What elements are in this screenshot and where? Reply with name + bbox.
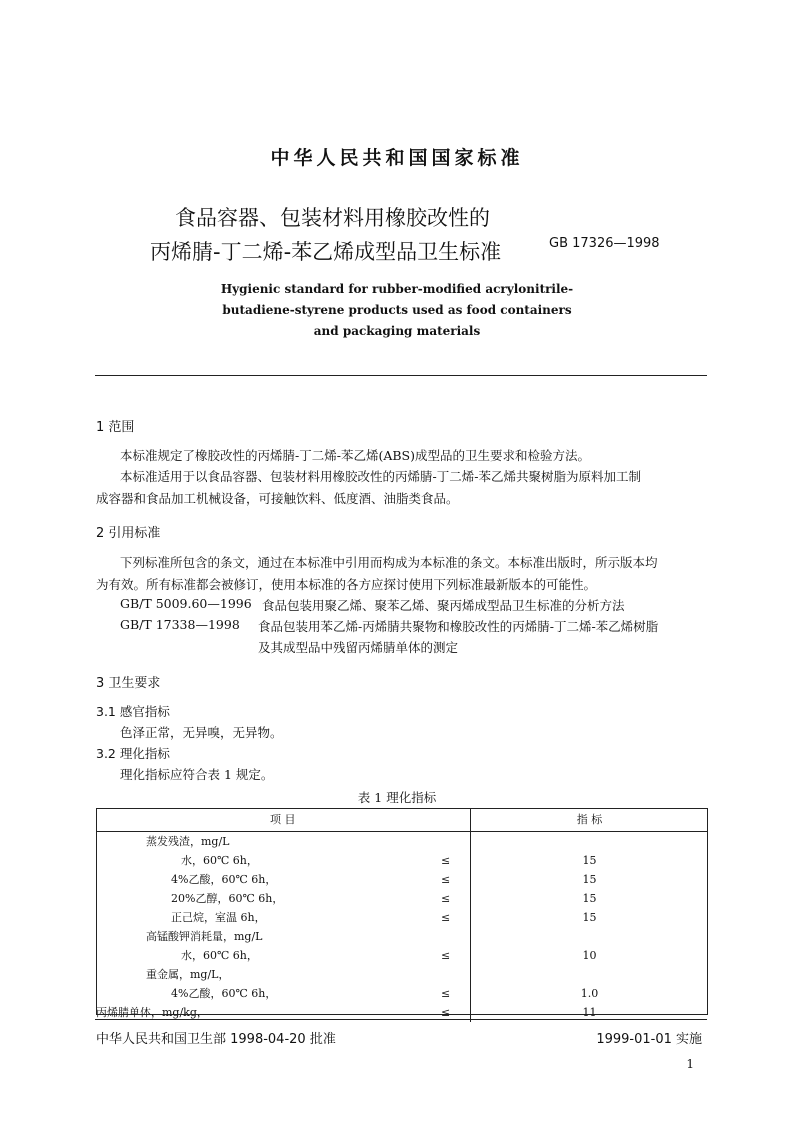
table-cell-value xyxy=(471,832,708,852)
table-cell-item xyxy=(96,832,470,852)
table-cell-value: 15 xyxy=(582,892,597,905)
item-label: 20%乙醇，60℃ 6h， xyxy=(171,892,284,905)
table-cell-item xyxy=(96,965,470,984)
title-line-1: 食品容器、包装材料用橡胶改性的 xyxy=(175,206,490,230)
table-cell-value: 11 xyxy=(582,1006,597,1019)
table-cell-item xyxy=(96,984,470,1003)
item-label: 重金属，mg/L， xyxy=(146,968,230,981)
comparison-symbol: ≤ xyxy=(441,911,451,924)
comparison-symbol: ≤ xyxy=(441,949,451,962)
section-1-para-1: 本标准规定了橡胶改性的丙烯腈-丁二烯-苯乙烯(ABS)成型品的卫生要求和检验方法。 xyxy=(120,448,590,463)
table-header-value: 指 标 xyxy=(471,808,708,832)
comparison-symbol: ≤ xyxy=(441,1006,451,1019)
table-row xyxy=(96,851,708,870)
table-1 xyxy=(96,808,708,1022)
table-header-row xyxy=(96,808,708,832)
english-title-line-2: butadiene-styrene products used as food containers xyxy=(222,303,572,317)
item-label: 水，60℃ 6h， xyxy=(181,949,258,962)
reference-1-code: GB/T 5009.60—1996 xyxy=(120,596,252,611)
footer-divider xyxy=(95,1019,707,1020)
table-cell-item xyxy=(96,851,470,870)
section-3-2-text: 理化指标应符合表 1 规定。 xyxy=(120,767,274,782)
issuing-header: 中华人民共和国国家标准 xyxy=(270,147,524,169)
section-2-para-1b: 为有效。所有标准都会被修订，使用本标准的各方应探讨使用下列标准最新版本的可能性。 xyxy=(96,577,597,592)
reference-2-title-cont: 及其成型品中残留丙烯腈单体的测定 xyxy=(258,640,459,655)
table-cell-value: 10 xyxy=(582,949,597,962)
table-cell-value xyxy=(471,927,708,946)
table-cell-item xyxy=(96,870,470,889)
section-3-2-heading: 3.2 理化指标 xyxy=(96,746,170,761)
table-row xyxy=(96,984,708,1003)
table-cell-value: 15 xyxy=(582,911,597,924)
comparison-symbol: ≤ xyxy=(441,987,451,1000)
section-1-para-2a: 本标准适用于以食品容器、包装材料用橡胶改性的丙烯腈-丁二烯-苯乙烯共聚树脂为原料加工制 xyxy=(120,469,641,484)
english-title-line-3: and packaging materials xyxy=(313,324,481,338)
table-row xyxy=(96,889,708,908)
table-row xyxy=(96,908,708,927)
table-row xyxy=(96,927,708,946)
comparison-symbol: ≤ xyxy=(441,892,451,905)
page-number: 1 xyxy=(686,1057,694,1071)
standard-code: GB 17326—1998 xyxy=(549,236,660,251)
item-label: 蒸发残渣，mg/L xyxy=(146,835,230,848)
effective-date: 1999-01-01 实施 xyxy=(596,1032,702,1047)
table-row xyxy=(96,832,708,852)
table-header-item: 项 目 xyxy=(96,808,470,832)
section-2-heading: 2 引用标准 xyxy=(96,526,161,541)
table-cell-item xyxy=(96,889,470,908)
table-cell-value: 1.0 xyxy=(580,987,599,1000)
header-divider xyxy=(95,375,707,376)
table-row xyxy=(96,965,708,984)
title-line-2: 丙烯腈-丁二烯-苯乙烯成型品卫生标准 xyxy=(150,240,502,264)
table-row xyxy=(96,946,708,965)
comparison-symbol: ≤ xyxy=(441,873,451,886)
section-2-para-1a: 下列标准所包含的条文，通过在本标准中引用而构成为本标准的条文。本标准出版时，所示版本均 xyxy=(120,555,658,570)
table-cell-value: 15 xyxy=(582,854,597,867)
table-cell-item xyxy=(96,908,470,927)
reference-2-code: GB/T 17338—1998 xyxy=(120,617,240,632)
section-1-heading: 1 范围 xyxy=(96,420,135,435)
table-1-caption: 表 1 理化指标 xyxy=(357,790,437,805)
item-label: 丙烯腈单体，mg/kg， xyxy=(96,1006,208,1019)
section-3-1-text: 色泽正常，无异嗅，无异物。 xyxy=(120,725,283,740)
section-3-1-heading: 3.1 感官指标 xyxy=(96,704,170,719)
item-label: 正己烷，室温 6h， xyxy=(171,911,266,924)
english-title-line-1: Hygienic standard for rubber-modified acrylonitrile- xyxy=(220,282,574,296)
reference-1-title: 食品包装用聚乙烯、聚苯乙烯、聚丙烯成型品卫生标准的分析方法 xyxy=(262,598,625,613)
table-cell-item xyxy=(96,927,470,946)
table-row xyxy=(96,870,708,889)
reference-2-title: 食品包装用苯乙烯-丙烯腈共聚物和橡胶改性的丙烯腈-丁二烯-苯乙烯树脂 xyxy=(258,619,659,634)
table-cell-value xyxy=(471,965,708,984)
table-cell-item xyxy=(96,946,470,965)
comparison-symbol: ≤ xyxy=(441,854,451,867)
table-cell-value: 15 xyxy=(582,873,597,886)
section-1-para-2b: 成容器和食品加工机械设备，可接触饮料、低度酒、油脂类食品。 xyxy=(96,491,459,506)
item-label: 高锰酸钾消耗量，mg/L xyxy=(146,930,263,943)
item-label: 水，60℃ 6h， xyxy=(181,854,258,867)
item-label: 4%乙酸，60℃ 6h， xyxy=(171,873,277,886)
item-label: 4%乙酸，60℃ 6h， xyxy=(171,987,277,1000)
section-3-heading: 3 卫生要求 xyxy=(96,676,161,691)
approval-info: 中华人民共和国卫生部 1998-04-20 批准 xyxy=(96,1032,336,1047)
